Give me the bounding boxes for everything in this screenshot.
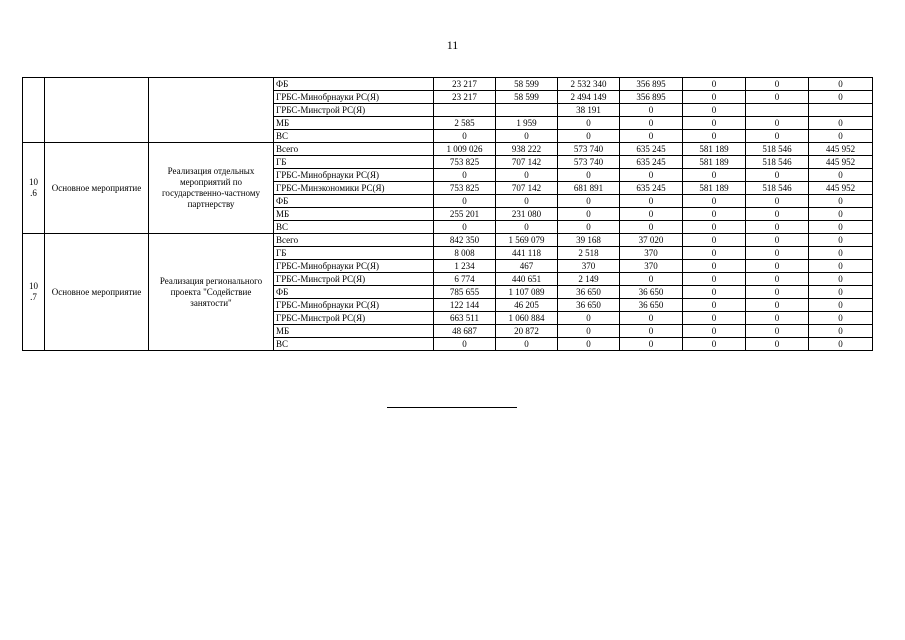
amount-cell: 681 891 (558, 182, 620, 195)
measure-description: Реализация отдельных мероприятий по государственно-частному партнерству (149, 143, 274, 234)
measure-kind: Основное мероприятие (45, 234, 149, 351)
amount-cell: 581 189 (683, 143, 746, 156)
amount-cell: 0 (683, 91, 746, 104)
amount-cell: 1 107 089 (496, 286, 558, 299)
amount-cell: 1 569 079 (496, 234, 558, 247)
amount-cell: 707 142 (496, 182, 558, 195)
amount-cell: 0 (746, 286, 809, 299)
amount-cell: 0 (558, 169, 620, 182)
page-number: 11 (446, 38, 459, 52)
amount-cell: 370 (620, 247, 683, 260)
amount-cell: 58 599 (496, 78, 558, 91)
amount-cell: 581 189 (683, 156, 746, 169)
budget-table (22, 77, 873, 351)
funding-source: ВС (274, 221, 434, 234)
funding-source: ГРБС-Минстрой РС(Я) (274, 312, 434, 325)
funding-source: ГБ (274, 247, 434, 260)
amount-cell: 1 234 (434, 260, 496, 273)
amount-cell: 0 (558, 325, 620, 338)
amount-cell: 0 (809, 78, 873, 91)
amount-cell: 0 (746, 299, 809, 312)
amount-cell: 0 (809, 91, 873, 104)
measure-code: 10 .7 (23, 234, 45, 351)
amount-cell: 0 (683, 286, 746, 299)
amount-cell: 518 546 (746, 143, 809, 156)
amount-cell: 2 518 (558, 247, 620, 260)
amount-cell: 518 546 (746, 182, 809, 195)
amount-cell: 0 (683, 260, 746, 273)
amount-cell: 0 (746, 325, 809, 338)
funding-source: ВС (274, 130, 434, 143)
amount-cell: 753 825 (434, 182, 496, 195)
amount-cell: 0 (809, 208, 873, 221)
amount-cell: 0 (809, 325, 873, 338)
amount-cell: 0 (809, 247, 873, 260)
amount-cell: 0 (434, 169, 496, 182)
amount-cell: 0 (809, 234, 873, 247)
amount-cell: 0 (746, 169, 809, 182)
amount-cell: 518 546 (746, 156, 809, 169)
amount-cell: 0 (620, 104, 683, 117)
amount-cell: 445 952 (809, 143, 873, 156)
amount-cell: 0 (558, 117, 620, 130)
amount-cell: 0 (620, 169, 683, 182)
amount-cell: 0 (683, 117, 746, 130)
amount-cell: 23 217 (434, 91, 496, 104)
amount-cell: 0 (746, 195, 809, 208)
amount-cell: 2 585 (434, 117, 496, 130)
amount-cell: 0 (620, 325, 683, 338)
amount-cell: 0 (683, 78, 746, 91)
amount-cell (809, 104, 873, 117)
measure-code: 10 .6 (23, 143, 45, 234)
funding-source: ГРБС-Минстрой РС(Я) (274, 104, 434, 117)
amount-cell: 0 (746, 117, 809, 130)
amount-cell: 46 205 (496, 299, 558, 312)
amount-cell: 0 (620, 208, 683, 221)
amount-cell: 0 (809, 312, 873, 325)
amount-cell: 370 (558, 260, 620, 273)
amount-cell: 842 350 (434, 234, 496, 247)
amount-cell: 0 (683, 221, 746, 234)
funding-source: ФБ (274, 286, 434, 299)
amount-cell: 356 895 (620, 78, 683, 91)
amount-cell: 36 650 (558, 286, 620, 299)
amount-cell: 0 (683, 312, 746, 325)
amount-cell: 0 (434, 221, 496, 234)
amount-cell (434, 104, 496, 117)
amount-cell: 0 (809, 195, 873, 208)
amount-cell: 0 (496, 195, 558, 208)
amount-cell: 0 (809, 286, 873, 299)
amount-cell: 1 959 (496, 117, 558, 130)
measure-description (149, 78, 274, 143)
amount-cell: 8 008 (434, 247, 496, 260)
amount-cell: 231 080 (496, 208, 558, 221)
amount-cell: 36 650 (620, 299, 683, 312)
amount-cell: 0 (620, 273, 683, 286)
amount-cell: 0 (746, 78, 809, 91)
amount-cell: 785 655 (434, 286, 496, 299)
measure-code (23, 78, 45, 143)
amount-cell: 441 118 (496, 247, 558, 260)
amount-cell: 2 149 (558, 273, 620, 286)
amount-cell: 440 651 (496, 273, 558, 286)
funding-source: Всего (274, 234, 434, 247)
amount-cell: 0 (683, 247, 746, 260)
amount-cell: 753 825 (434, 156, 496, 169)
amount-cell: 38 191 (558, 104, 620, 117)
amount-cell: 0 (496, 338, 558, 351)
amount-cell: 122 144 (434, 299, 496, 312)
amount-cell: 48 687 (434, 325, 496, 338)
amount-cell: 1 060 884 (496, 312, 558, 325)
amount-cell: 0 (809, 221, 873, 234)
amount-cell: 6 774 (434, 273, 496, 286)
amount-cell: 0 (746, 338, 809, 351)
amount-cell: 0 (620, 338, 683, 351)
amount-cell: 0 (558, 221, 620, 234)
amount-cell: 0 (683, 234, 746, 247)
amount-cell: 0 (746, 91, 809, 104)
amount-cell: 0 (434, 338, 496, 351)
funding-source: МБ (274, 208, 434, 221)
amount-cell: 581 189 (683, 182, 746, 195)
amount-cell: 445 952 (809, 156, 873, 169)
amount-cell: 663 511 (434, 312, 496, 325)
amount-cell: 445 952 (809, 182, 873, 195)
table-row (23, 143, 873, 156)
amount-cell: 0 (434, 195, 496, 208)
amount-cell: 0 (434, 130, 496, 143)
amount-cell: 0 (746, 221, 809, 234)
amount-cell: 0 (496, 169, 558, 182)
amount-cell: 707 142 (496, 156, 558, 169)
amount-cell: 37 020 (620, 234, 683, 247)
measure-kind (45, 78, 149, 143)
amount-cell (746, 104, 809, 117)
amount-cell: 938 222 (496, 143, 558, 156)
amount-cell: 0 (683, 273, 746, 286)
amount-cell: 0 (558, 338, 620, 351)
amount-cell: 0 (809, 260, 873, 273)
amount-cell: 0 (683, 325, 746, 338)
funding-source: ГРБС-Минстрой РС(Я) (274, 273, 434, 286)
amount-cell: 467 (496, 260, 558, 273)
amount-cell: 0 (683, 104, 746, 117)
amount-cell: 0 (683, 130, 746, 143)
amount-cell: 0 (746, 130, 809, 143)
funding-source: Всего (274, 143, 434, 156)
amount-cell: 635 245 (620, 182, 683, 195)
amount-cell: 0 (746, 247, 809, 260)
funding-source: ГРБС-Минэкономики РС(Я) (274, 182, 434, 195)
amount-cell: 0 (620, 221, 683, 234)
amount-cell: 0 (683, 338, 746, 351)
amount-cell: 0 (809, 130, 873, 143)
table-row (23, 234, 873, 247)
amount-cell: 0 (683, 299, 746, 312)
amount-cell: 58 599 (496, 91, 558, 104)
amount-cell: 0 (746, 234, 809, 247)
amount-cell: 0 (496, 130, 558, 143)
amount-cell: 0 (558, 130, 620, 143)
amount-cell: 36 650 (558, 299, 620, 312)
amount-cell: 1 009 026 (434, 143, 496, 156)
amount-cell: 573 740 (558, 156, 620, 169)
amount-cell: 0 (683, 208, 746, 221)
funding-source: МБ (274, 117, 434, 130)
amount-cell: 2 532 340 (558, 78, 620, 91)
funding-source: МБ (274, 325, 434, 338)
funding-source: ФБ (274, 78, 434, 91)
amount-cell: 255 201 (434, 208, 496, 221)
funding-source: ВС (274, 338, 434, 351)
amount-cell: 0 (558, 208, 620, 221)
amount-cell: 0 (809, 273, 873, 286)
funding-source: ГРБС-Минобрнауки РС(Я) (274, 260, 434, 273)
amount-cell: 0 (620, 130, 683, 143)
amount-cell: 23 217 (434, 78, 496, 91)
amount-cell: 0 (746, 208, 809, 221)
footer-rule (387, 407, 517, 408)
amount-cell: 0 (558, 195, 620, 208)
amount-cell: 0 (683, 195, 746, 208)
table-row (23, 78, 873, 91)
funding-source: ГРБС-Минобрнауки РС(Я) (274, 91, 434, 104)
amount-cell: 0 (809, 169, 873, 182)
amount-cell: 0 (496, 221, 558, 234)
amount-cell: 0 (809, 299, 873, 312)
funding-source: ГРБС-Минобрнауки РС(Я) (274, 299, 434, 312)
amount-cell: 20 872 (496, 325, 558, 338)
amount-cell: 635 245 (620, 156, 683, 169)
funding-source: ГБ (274, 156, 434, 169)
amount-cell: 0 (746, 260, 809, 273)
amount-cell: 573 740 (558, 143, 620, 156)
measure-kind: Основное мероприятие (45, 143, 149, 234)
amount-cell: 39 168 (558, 234, 620, 247)
amount-cell: 0 (809, 338, 873, 351)
amount-cell: 0 (809, 117, 873, 130)
amount-cell: 370 (620, 260, 683, 273)
amount-cell (496, 104, 558, 117)
amount-cell: 2 494 149 (558, 91, 620, 104)
amount-cell: 0 (683, 169, 746, 182)
amount-cell: 0 (620, 195, 683, 208)
amount-cell: 635 245 (620, 143, 683, 156)
amount-cell: 0 (746, 273, 809, 286)
amount-cell: 0 (620, 117, 683, 130)
measure-description: Реализация регионального проекта "Содействие занятости" (149, 234, 274, 351)
amount-cell: 0 (620, 312, 683, 325)
amount-cell: 356 895 (620, 91, 683, 104)
amount-cell: 0 (746, 312, 809, 325)
amount-cell: 36 650 (620, 286, 683, 299)
amount-cell: 0 (558, 312, 620, 325)
funding-source: ГРБС-Минобрнауки РС(Я) (274, 169, 434, 182)
funding-source: ФБ (274, 195, 434, 208)
